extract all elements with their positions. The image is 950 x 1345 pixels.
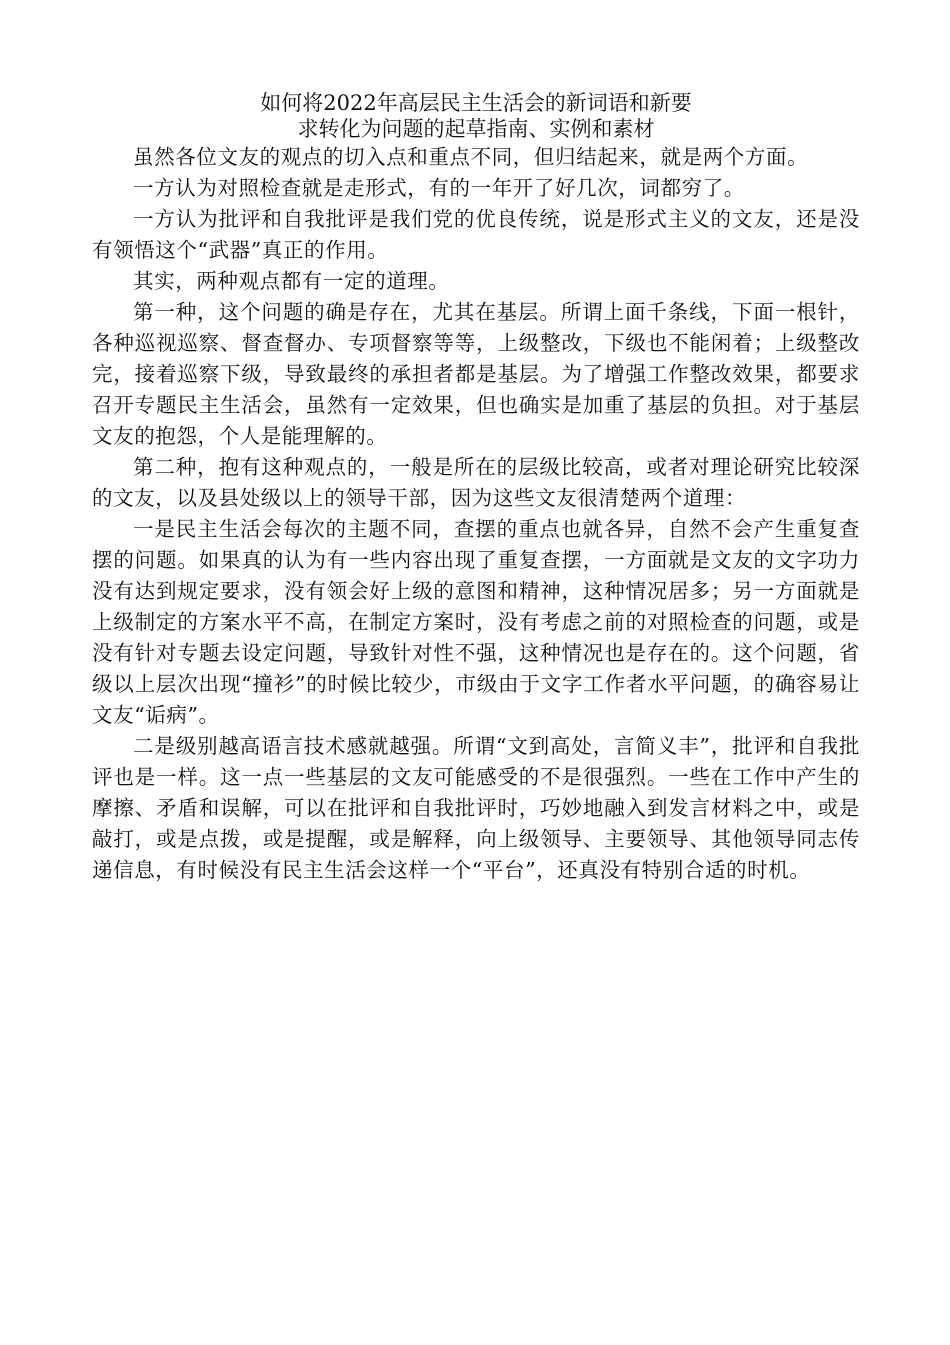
paragraph-5: 第一种，这个问题的确是存在，尤其在基层。所谓上面千条线，下面一根针，各种巡视巡察、督查督办、专项督察等等，上级整改，下级也不能闲着；上级整改完，接着巡察下级，导致最终的承担者都是基层。为了增强工作整改效果，都要求召开专题民主生活会，虽然有一定效果，但也确实是加重了基层的负担。对于基层文友的抱怨，个人是能理解的。: [92, 300, 860, 448]
paragraph-3: 一方认为批评和自我批评是我们党的优良传统，说是形式主义的文友，还是没有领悟这个“武器”真正的作用。: [92, 207, 860, 262]
paragraph-1: 虽然各位文友的观点的切入点和重点不同，但归结起来，就是两个方面。: [133, 145, 809, 169]
title-line-2: 求转化为问题的起草指南、实例和素材: [297, 117, 655, 141]
paragraph-7: 一是民主生活会每次的主题不同，查摆的重点也就各异，自然不会产生重复查摆的问题。如果真的认为有一些内容出现了重复查摆，一方面就是文友的文字功力没有达到规定要求，没有领会好上级的意图和精神，这种情况居多；另一方面就是上级制定的方案水平不高，在制定方案时，没有考虑之前的对照检查的问题，或是没有针对专题去设定问题，导致针对性不强，这种情况也是存在的。这个问题，省级以上层次出现“撞衫”的时候比较少，市级由于文字工作者水平问题，的确容易让文友“诟病”。: [92, 517, 860, 727]
paragraph-8: 二是级别越高语言技术感就越强。所谓“文到高处，言简义丰”，批评和自我批评也是一样。这一点一些基层的文友可能感受的不是很强烈。一些在工作中产生的摩擦、矛盾和误解，可以在批评和自我批评时，巧妙地融入到发言材料之中，或是敲打，或是点拨，或是提醒，或是解释，向上级领导、主要领导、其他领导同志传递信息，有时候没有民主生活会这样一个“平台”，还真没有特别合适的时机。: [92, 734, 860, 882]
paragraph-6: 第二种，抱有这种观点的，一般是所在的层级比较高，或者对理论研究比较深的文友，以及县处级以上的领导干部，因为这些文友很清楚两个道理：: [92, 455, 860, 510]
paragraph-2: 一方认为对照检查就是走形式，有的一年开了好几次，词都穷了。: [133, 176, 745, 200]
title-line-1: 如何将2022年高层民主生活会的新词语和新要: [260, 91, 692, 115]
document-body: [92, 90, 860, 886]
document-title: [92, 90, 860, 142]
paragraph-4: 其实，两种观点都有一定的道理。: [133, 269, 450, 293]
